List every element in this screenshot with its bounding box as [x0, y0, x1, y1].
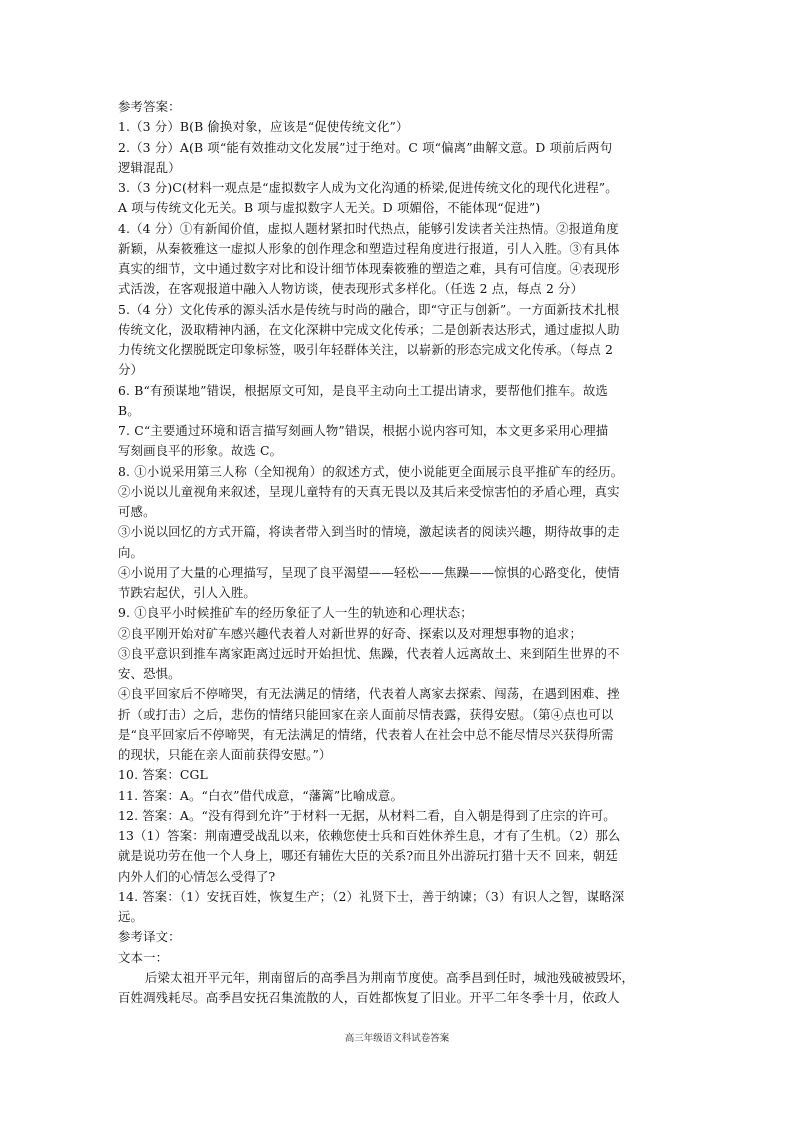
answer-line: 4.（4 分）①有新闻价值，虚拟人题材紧扣时代热点，能够引发读者关注热情。②报道角度 [118, 220, 619, 236]
answer-line: 内外人们的心情怎么受得了? [118, 868, 276, 884]
answer-line: 节跌宕起伏，引人入胜。 [118, 585, 256, 600]
answer-line: 真实的细节，文中通过数字对比和设计细节体现秦筱雅的塑造之难，具有可信度。④表现形 [118, 261, 620, 276]
answer-line: 14. 答案：（1）安抚百姓，恢复生产；（2）礼贤下士，善于纳谏；（3）有识人之智，谋略深 [118, 888, 625, 904]
answer-line: 向。 [118, 544, 144, 560]
answer-line: ③小说以回忆的方式开篇，将读者带入到当时的情境，激起读者的阅读兴趣，期待故事的走 [118, 524, 620, 540]
answer-line: 式活泼，在客观报道中融入人物访谈，使表现形式多样化。（任选 2 点，每点 2 分） [118, 281, 584, 297]
answer-line: ④良平回家后不停啼哭，有无法满足的情绪，代表着人离家去探索、闯荡，在遇到困难、挫 [118, 686, 620, 702]
answer-line: 写刻画良平的形象。故选 C。 [118, 443, 283, 459]
answer-line: 1.（3 分）B(B 偷换对象，应该是“促使传统文化”） [118, 119, 409, 135]
heading-text-one: 文本一： [118, 949, 169, 965]
answer-line: 逻辑混乱） [118, 159, 181, 175]
answer-line: 3.（3 分)C(材料一观点是“虚拟数字人成为文化沟通的桥梁,促进传统文化的现代化进程”。 [118, 180, 618, 195]
answer-line: 7. C“主要通过环境和语言描写刻画人物”错误，根据小说内容可知，本文更多采用心理描 [118, 423, 609, 438]
answer-line: 8. ①小说采用第三人称（全知视角）的叙述方式，使小说能更全面展示良平推矿车的经历。 [118, 463, 624, 479]
answer-line: 6. B“有预谋地”错误，根据原文可知，是良平主动向土工提出请求，要帮他们推车。故选 [118, 382, 608, 398]
answer-line: 新颖，从秦筱雅这一虚拟人形象的创作理念和塑造过程角度进行报道，引人入胜。③有具体 [118, 240, 620, 256]
page-footer: 高三年级语文科试卷答案 [344, 1033, 450, 1044]
answer-line: 传统文化，汲取精神内涵，在文化深耕中完成文化传承；二是创新表达形式，通过虚拟人助 [118, 321, 620, 337]
answer-line: A 项与传统文化无关。B 项与虚拟数字人无关。D 项媚俗，不能体现“促进”) [118, 200, 541, 216]
answer-line: ④小说用了大量的心理描写，呈现了良平渴望——轻松——焦躁——惊惧的心路变化，使情 [118, 564, 620, 580]
answer-line: ②良平刚开始对矿车感兴趣代表着人对新世界的好奇、探索以及对理想事物的追求； [118, 625, 583, 641]
answer-line: 5.（4 分）文化传承的源头活水是传统与时尚的融合，即“守正与创新”。一方面新技术扎根 [118, 301, 620, 317]
translation-line: 后梁太祖开平元年，荆南留后的高季昌为荆南节度使。高季昌到任时，城池残破被毁坏， [145, 969, 635, 985]
answer-line: 折（或打击）之后，悲伤的情绪只能回家在亲人面前尽情表露，获得安慰。（第④点也可以 [118, 706, 614, 722]
heading-answers: 参考答案： [118, 99, 181, 114]
heading-translation: 参考译文： [118, 929, 181, 945]
answer-line: B。 [118, 402, 140, 418]
answer-line: 10. 答案：CGL [118, 767, 208, 783]
answer-line: 分） [118, 362, 144, 378]
answer-line: 2.（3 分）A(B 项“能有效推动文化发展”过于绝对。C 项“偏离”曲解文意。D 项前后两句 [118, 139, 613, 155]
answer-line: 远。 [118, 909, 144, 924]
answer-line: 就是说功劳在他一个人身上，哪还有辅佐大臣的关系?而且外出游玩打猎十天不 回来，朝廷 [118, 848, 618, 864]
translation-line: 百姓凋残耗尽。高季昌安抚召集流散的人，百姓都恢复了旧业。开平二年冬季十月，依政人 [118, 990, 620, 1005]
answer-line: 13（1）答案：荆南遭受战乱以来，依赖您使士兵和百姓休养生息，才有了生机。（2）那么 [118, 828, 621, 843]
answer-line: 9. ①良平小时候推矿车的经历象征了人一生的轨迹和心理状态； [118, 605, 473, 621]
answer-line: 11. 答案：A。“白衣”借代成意，“藩篱”比喻成意。 [118, 787, 404, 803]
answer-line: 是“良平回家后不停啼哭，有无法满足的情绪，代表着人在社会中总不能尽情尽兴获得所需 [118, 726, 614, 742]
answer-line: 12. 答案：A。“没有得到允许”于材料一无据，从材料二看，自入朝是得到了庄宗的许可。 [118, 807, 616, 823]
answer-line: 安、恐惧。 [118, 666, 181, 681]
answer-document [118, 97, 678, 1008]
answer-line: 的现状，只能在亲人面前获得安慰。”） [118, 747, 332, 762]
answer-line: 可感。 [118, 504, 156, 519]
answer-line: ②小说以儿童视角来叙述，呈现儿童特有的天真无畏以及其后来受惊害怕的矛盾心理，真实 [118, 483, 620, 499]
answer-line: ③良平意识到推车离家距离过远时开始担忧、焦躁，代表着人远离故土、来到陌生世界的不 [118, 645, 620, 661]
answer-line: 力传统文化摆脱既定印象标签，吸引年轻群体关注，以崭新的形态完成文化传承。（每点 2 [118, 342, 614, 357]
